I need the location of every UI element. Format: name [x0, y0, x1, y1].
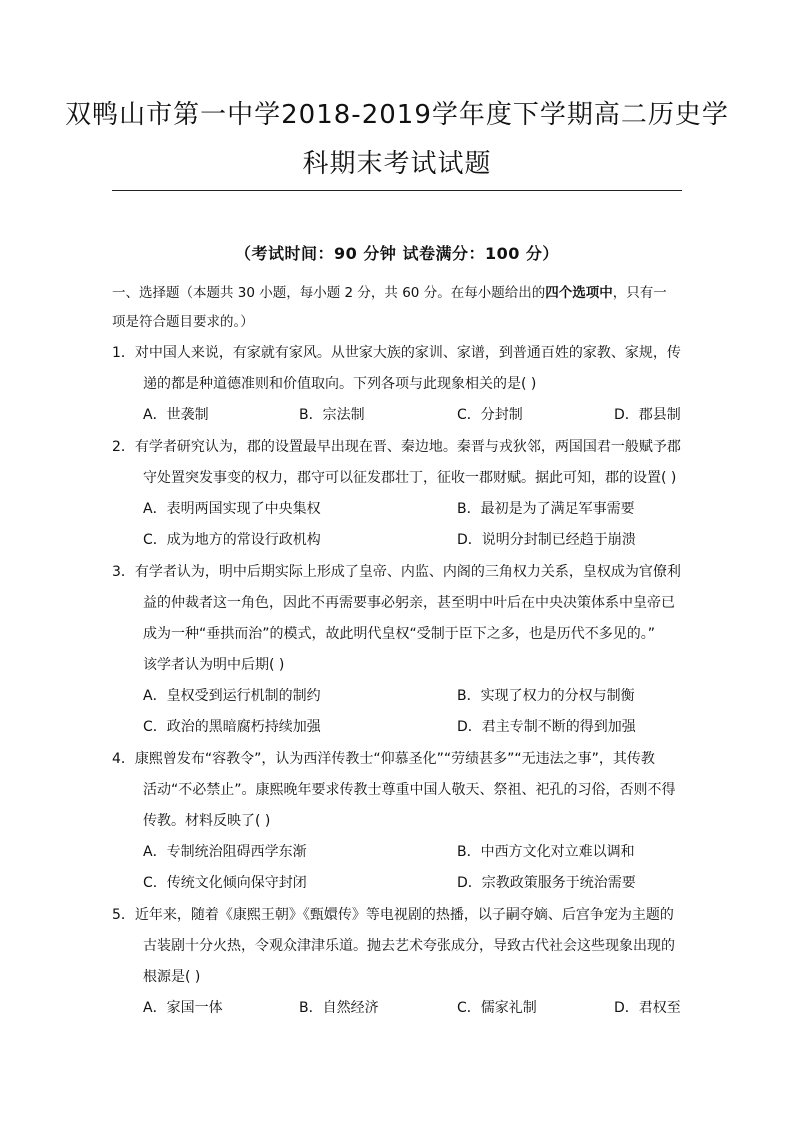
- question-4-option-d: D．宗教政策服务于统治需要: [457, 875, 636, 891]
- question-3-option-a: A．皇权受到运行机制的制约: [143, 688, 321, 704]
- question-5-option-b: B．自然经济: [299, 1000, 379, 1016]
- question-4-option-b: B．中西方文化对立难以调和: [457, 844, 635, 860]
- question-3-text-line-1: 3．有学者认为，明中后期实际上形成了皇帝、内监、内阁的三角权力关系，皇权成为官僚利: [112, 564, 681, 580]
- question-4-option-c: C．传统文化倾向保守封闭: [143, 875, 307, 891]
- question-1-text-line-1: 1．对中国人来说，有家就有家风。从世家大族的家训、家谱，到普通百姓的家教、家规，传: [112, 345, 681, 361]
- question-4-option-a: A．专制统治阻碍西学东渐: [143, 844, 307, 860]
- question-2-text-line-2: 守处置突发事变的权力，郡守可以征发郡壮丁，征收一郡财赋。据此可知，郡的设置( ): [143, 470, 677, 486]
- page-title-line-1: 双鸭山市第一中学2018-2019学年度下学期高二历史学: [65, 100, 729, 130]
- question-2-option-b: B．最初是为了满足军事需要: [457, 501, 635, 517]
- question-1-option-a: A．世袭制: [143, 407, 209, 423]
- question-4-text-line-1: 4．康熙曾发布“容教令”，认为西洋传教士“仰慕圣化”“劳绩甚多”“无违法之事”，其传教: [112, 751, 655, 767]
- question-3-option-c: C．政治的黑暗腐朽持续加强: [143, 719, 321, 735]
- question-4-text-line-3: 传教。材料反映了( ): [143, 813, 271, 829]
- question-5-option-d: D．君权至: [614, 1000, 681, 1016]
- question-2-option-c: C．成为地方的常设行政机构: [143, 532, 321, 548]
- question-1-option-d: D．郡县制: [614, 407, 681, 423]
- title-divider: [112, 190, 682, 191]
- question-3-option-b: B．实现了权力的分权与制衡: [457, 688, 635, 704]
- section-heading-bold: 四个选项中: [545, 285, 613, 301]
- question-4-text-line-2: 活动“不必禁止”。康熙晚年要求传教士尊重中国人敬天、祭祖、祀孔的习俗，否则不得: [143, 782, 676, 798]
- question-1-text-line-2: 递的都是种道德准则和价值取向。下列各项与此现象相关的是( ): [143, 376, 537, 392]
- page-title-line-2: 科期末考试试题: [302, 149, 492, 179]
- section-heading-line-2: 项是符合题目要求的。）: [112, 314, 254, 330]
- question-1-option-c: C．分封制: [457, 407, 523, 423]
- question-2-option-a: A．表明两国实现了中央集权: [143, 501, 321, 517]
- question-3-text-line-4: 该学者认为明中后期( ): [143, 657, 285, 673]
- question-5-text-line-3: 根源是( ): [143, 969, 201, 985]
- question-5-option-c: C．儒家礼制: [457, 1000, 537, 1016]
- question-2-option-d: D．说明分封制已经趋于崩溃: [457, 532, 636, 548]
- question-5-text-line-2: 古装剧十分火热，令观众津津乐道。抛去艺术夸张成分，导致古代社会这些现象出现的: [143, 938, 675, 954]
- section-heading: [112, 283, 667, 303]
- question-5-text-line-1: 5．近年来，随着《康熙王朝》《甄嬛传》等电视剧的热播，以子嗣夺嫡、后宫争宠为主题的: [112, 907, 674, 923]
- section-heading-prefix: 一、选择题（本题共 30 小题，每小题 2 分，共 60 分。在每小题给出的: [112, 285, 546, 301]
- question-3-option-d: D．君主专制不断的得到加强: [457, 719, 636, 735]
- question-3-text-line-2: 益的仲裁者这一角色，因此不再需要事必躬亲，甚至明中叶后在中央决策体系中皇帝已: [143, 595, 675, 611]
- question-5-option-a: A．家国一体: [143, 1000, 223, 1016]
- question-1-option-b: B．宗法制: [299, 407, 365, 423]
- question-3-text-line-3: 成为一种“垂拱而治”的模式，故此明代皇权“受制于臣下之多，也是历代不多见的。”: [143, 626, 656, 642]
- question-2-text-line-1: 2．有学者研究认为，郡的设置最早出现在晋、秦边地。秦晋与戎狄邻，两国国君一般赋予郡: [112, 439, 681, 455]
- exam-info: （考试时间：90 分钟 试卷满分：100 分）: [235, 244, 559, 263]
- section-heading-suffix: ，只有一: [612, 285, 667, 301]
